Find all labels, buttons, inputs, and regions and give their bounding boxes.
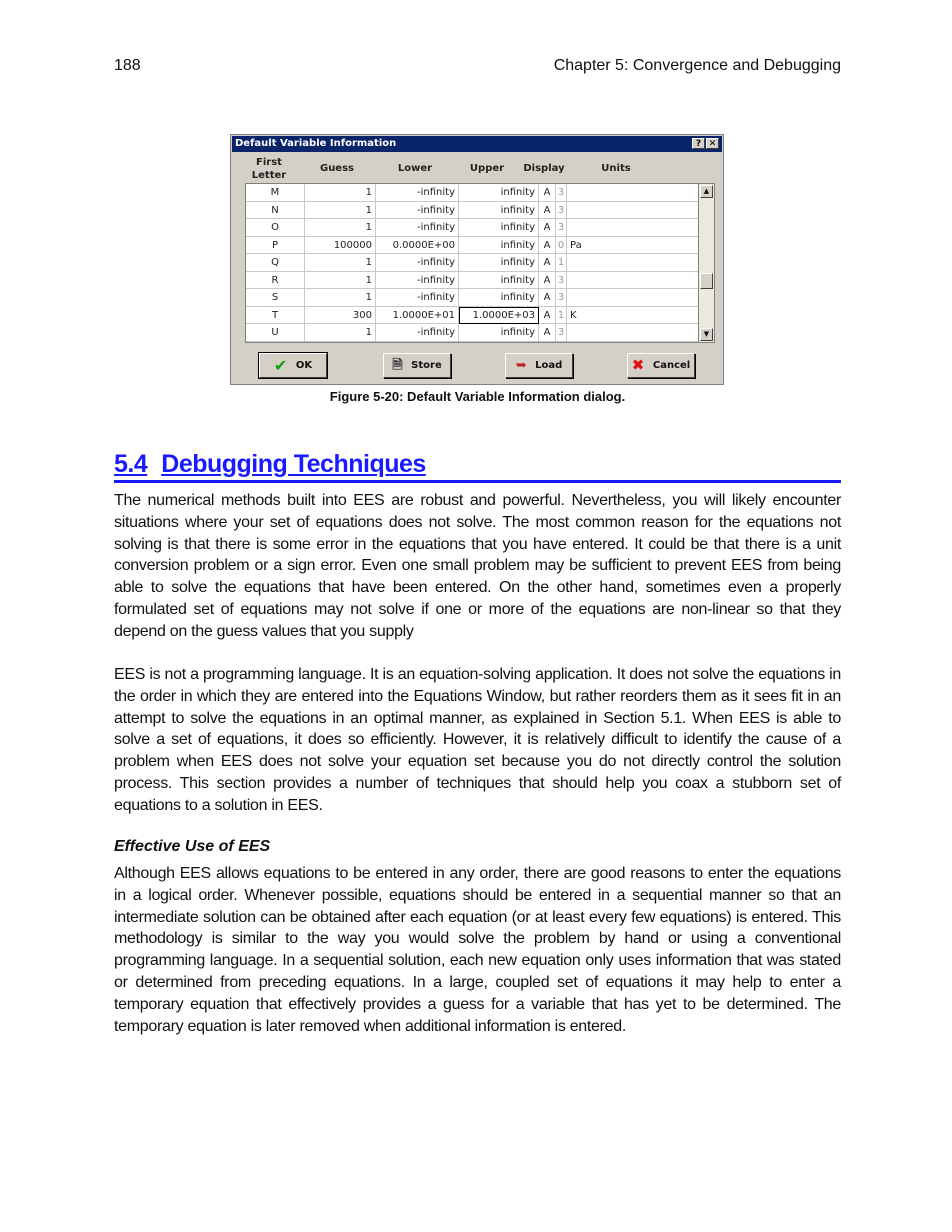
cell-upper[interactable]: infinity xyxy=(459,184,539,201)
dialog-titlebar xyxy=(232,136,722,152)
store-button[interactable] xyxy=(383,353,451,378)
column-header-first-letter: First Letter xyxy=(251,157,287,181)
cell-lower[interactable]: 0.0000E+00 xyxy=(376,237,459,254)
table-row[interactable] xyxy=(246,219,699,237)
table-row[interactable] xyxy=(246,237,699,255)
cell-units[interactable] xyxy=(567,184,699,201)
close-button[interactable]: ✕ xyxy=(706,138,719,149)
cancel-button[interactable] xyxy=(627,353,695,378)
cell-guess[interactable]: 1 xyxy=(305,219,376,236)
cell-upper[interactable]: infinity xyxy=(459,237,539,254)
scroll-down-arrow-icon[interactable]: ▼ xyxy=(700,328,713,341)
cell-lower[interactable]: -infinity xyxy=(376,202,459,219)
paragraph-effective-use: Although EES allows equations to be entered in any order, there are good reasons to enter the equations in a logical order. Whenever possible, equations should be entered in a sequential manner so that an intermediate solution can be obtained after each equation (or at least every few equations) is entered. This methodology is similar to the way you would solve the problem by hand or using a conventional programming language. In a sequential solution, each new equation only uses information that was stated or determined from preceding equations. In a large, coupled set of equations it may help to enter a temporary equation that effectively provides a guess for a variable that has yet to be determined. The temporary equation is later removed when additional information is entered. xyxy=(114,865,841,1035)
section-heading xyxy=(114,448,841,483)
cell-guess[interactable]: 1 xyxy=(305,202,376,219)
table-row[interactable] xyxy=(246,272,699,290)
table-row[interactable] xyxy=(246,289,699,307)
cell-upper[interactable]: infinity xyxy=(459,219,539,236)
cell-letter: T xyxy=(246,307,305,324)
table-row[interactable] xyxy=(246,202,699,220)
cell-letter: U xyxy=(246,324,305,341)
table-row[interactable] xyxy=(246,307,699,325)
cell-letter: N xyxy=(246,202,305,219)
cell-digits[interactable]: 1 xyxy=(556,254,567,271)
cell-letter: P xyxy=(246,237,305,254)
cell-letter: R xyxy=(246,272,305,289)
cell-upper[interactable]: infinity xyxy=(459,289,539,306)
cell-upper[interactable]: infinity xyxy=(459,324,539,341)
cell-guess[interactable]: 1 xyxy=(305,324,376,341)
column-header-display: Display xyxy=(523,163,565,174)
store-label: Store xyxy=(411,360,442,371)
paragraph-programming: EES is not a programming language. It is an equation-solving application. It does not solve the equations in the order in which they are entered into the Equations Window, but rather reorders them as it sees fit in an attempt to solve the equations in an optimal manner, as explained in Section 5.1. When EES is able to solve a set of equations, it does so efficiently. However, it is relatively difficult to identify the cause of a problem when EES does not solve your equation set because you do not directly control the solution process. This section provides a number of techniques that should help you coax a stubborn set of equations to a solution in EES. xyxy=(114,666,841,814)
cell-lower[interactable]: -infinity xyxy=(376,272,459,289)
table-row[interactable] xyxy=(246,184,699,202)
cell-guess[interactable]: 300 xyxy=(305,307,376,324)
cell-letter: M xyxy=(246,184,305,201)
cell-display[interactable]: A xyxy=(539,237,556,254)
cell-units[interactable]: Pa xyxy=(570,239,582,251)
ok-label: OK xyxy=(295,360,313,371)
cell-units[interactable] xyxy=(567,202,699,219)
figure-caption: Figure 5-20: Default Variable Information dialog. xyxy=(329,389,626,404)
cell-digits[interactable]: 0 xyxy=(556,237,567,254)
cell-lower[interactable]: -infinity xyxy=(376,219,459,236)
table-row[interactable] xyxy=(246,254,699,272)
grid-scrollbar[interactable] xyxy=(699,183,715,343)
cell-upper[interactable]: 1.0000E+03 xyxy=(459,307,539,324)
cell-display[interactable]: A xyxy=(539,324,556,341)
cell-units[interactable] xyxy=(567,219,699,236)
cell-letter: S xyxy=(246,289,305,306)
cell-display[interactable]: A xyxy=(539,254,556,271)
cancel-label: Cancel xyxy=(652,360,691,371)
cell-upper[interactable]: infinity xyxy=(459,272,539,289)
paragraph-intro: The numerical methods built into EES are robust and powerful. Nevertheless, you will likely encounter situations where your set of equations does not solve. The most common reason for the equations not solving is that there is some error in the equations that you have entered. It could be that there is a unit conversion problem or a sign error. Even one small problem may be sufficient to prevent EES from being able to solve the equations that have been entered. On the other hand, sometimes even a properly formulated set of equations may not solve if one or more of the equations are non-linear so that they depend on the guess values that you supply xyxy=(114,492,841,640)
cell-digits[interactable]: 3 xyxy=(556,272,567,289)
cell-guess[interactable]: 1 xyxy=(305,289,376,306)
checkmark-icon: ✔ xyxy=(273,355,288,375)
load-label: Load xyxy=(535,360,563,371)
cell-display[interactable]: A xyxy=(539,184,556,201)
cell-units[interactable] xyxy=(567,289,699,306)
page-number: 188 xyxy=(114,57,141,74)
cell-digits[interactable]: 3 xyxy=(556,202,567,219)
cell-upper[interactable]: infinity xyxy=(459,254,539,271)
dialog-title: Default Variable Information xyxy=(235,138,397,149)
cell-guess[interactable]: 1 xyxy=(305,272,376,289)
default-variable-information-dialog xyxy=(230,134,724,385)
load-button[interactable] xyxy=(505,353,573,378)
cell-lower[interactable]: -infinity xyxy=(376,324,459,341)
scroll-thumb[interactable] xyxy=(700,273,713,289)
cell-guess[interactable]: 100000 xyxy=(305,237,376,254)
cell-letter: Q xyxy=(246,254,305,271)
cell-units[interactable] xyxy=(567,272,699,289)
cell-display[interactable]: A xyxy=(539,289,556,306)
subheading-effective-use: Effective Use of EES xyxy=(114,838,271,855)
cell-digits[interactable]: 3 xyxy=(556,184,567,201)
cell-display[interactable]: A xyxy=(539,202,556,219)
cell-guess[interactable]: 1 xyxy=(305,184,376,201)
ok-button[interactable] xyxy=(259,353,327,378)
cell-units[interactable] xyxy=(567,254,699,271)
table-row[interactable] xyxy=(246,324,699,342)
cell-lower[interactable]: 1.0000E+01 xyxy=(376,307,459,324)
cancel-x-icon: ✖ xyxy=(631,355,645,374)
cell-letter: O xyxy=(246,219,305,236)
page-header xyxy=(114,57,841,79)
cell-lower[interactable]: -infinity xyxy=(376,289,459,306)
column-header-units: Units xyxy=(601,163,631,174)
load-icon: ➥ xyxy=(515,357,527,373)
chapter-title: Chapter 5: Convergence and Debugging xyxy=(553,57,841,74)
column-header-lower: Lower xyxy=(397,163,433,174)
cell-display[interactable]: A xyxy=(539,219,556,236)
cell-upper[interactable]: infinity xyxy=(459,202,539,219)
cell-digits[interactable]: 1 xyxy=(556,307,567,324)
column-header-upper: Upper xyxy=(469,163,505,174)
help-button[interactable]: ? xyxy=(692,138,705,149)
cell-digits[interactable]: 3 xyxy=(556,324,567,341)
column-header-guess: Guess xyxy=(319,163,354,174)
cell-display[interactable]: A xyxy=(539,307,556,324)
store-icon: 🗎 xyxy=(392,357,403,373)
cell-lower[interactable]: -infinity xyxy=(376,184,459,201)
section-number: 5.4 xyxy=(114,450,148,478)
cell-digits[interactable]: 3 xyxy=(556,289,567,306)
active-cell-outline xyxy=(459,307,539,325)
variable-grid xyxy=(245,183,699,343)
section-title: Debugging Techniques xyxy=(161,450,426,478)
cell-lower[interactable]: -infinity xyxy=(376,254,459,271)
cell-display[interactable]: A xyxy=(539,272,556,289)
scroll-up-arrow-icon[interactable]: ▲ xyxy=(700,185,713,198)
cell-units[interactable]: K xyxy=(570,309,577,321)
cell-digits[interactable]: 3 xyxy=(556,219,567,236)
cell-guess[interactable]: 1 xyxy=(305,254,376,271)
cell-units[interactable] xyxy=(567,324,699,341)
